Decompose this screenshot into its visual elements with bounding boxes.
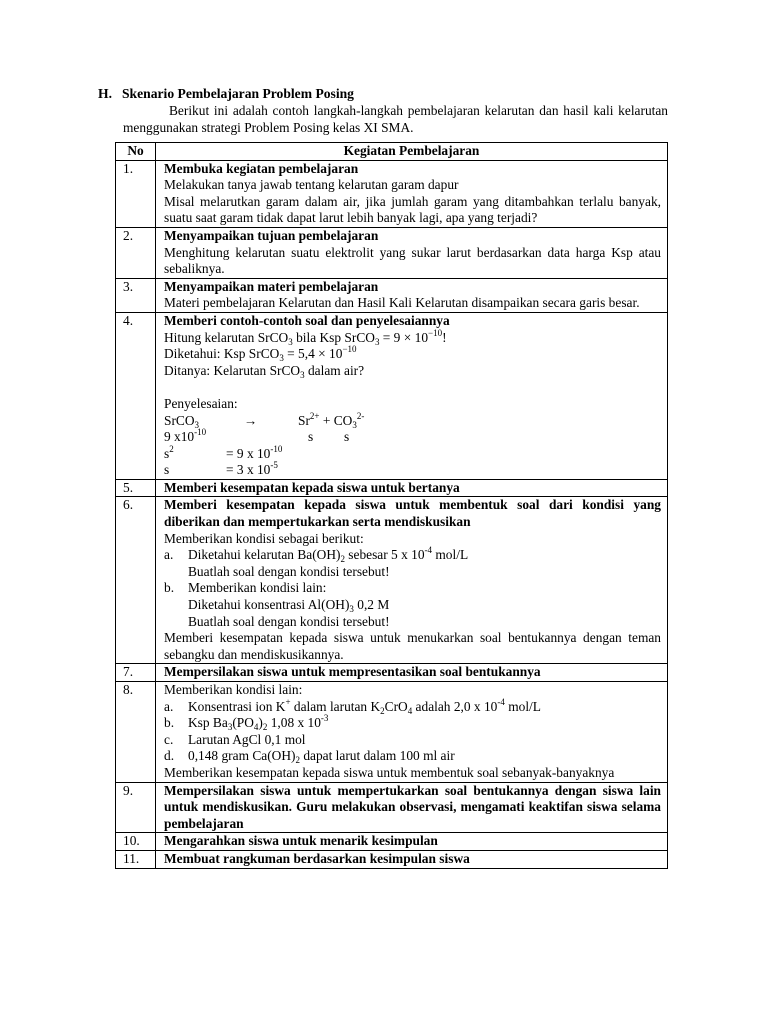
list-item-detail: Buatlah soal dengan kondisi tersebut! bbox=[188, 613, 390, 629]
row-number: 6. bbox=[116, 497, 156, 664]
table-row bbox=[116, 664, 668, 682]
row-title: Memberi contoh-contoh soal dan penyelesaiannya bbox=[164, 312, 450, 328]
row-content bbox=[156, 160, 668, 227]
row-title: Mengarahkan siswa untuk menarik kesimpulan bbox=[164, 833, 438, 849]
step-line: s = 3 x $10^{-5}$ bbox=[164, 460, 278, 478]
table-row bbox=[116, 160, 668, 227]
row-number: 8. bbox=[116, 682, 156, 783]
row-line: Memberikan kondisi lain: bbox=[164, 682, 303, 697]
learning-scenario-table bbox=[115, 142, 668, 869]
row-number: 2. bbox=[116, 227, 156, 278]
row-line: Misal melarutkan garam dalam air, jika jumlah garam yang ditambahkan terlalu banyak, suatu saat garam tidak dapat larut lebih banyak lagi, apa yang terjadi? bbox=[164, 193, 661, 226]
table-row bbox=[116, 497, 668, 664]
row-line: Menghitung kelarutan suatu elektrolit yang sukar larut berdasarkan data harga Ksp atau sebaliknya. bbox=[164, 244, 661, 277]
row-number: 4. bbox=[116, 312, 156, 479]
row-content bbox=[156, 479, 668, 497]
asked-line: Ditanya: Kelarutan SrCO$_3$ dalam air? bbox=[164, 362, 365, 380]
list-item-detail: Buatlah soal dengan kondisi tersebut! bbox=[188, 563, 390, 579]
list-item: b. Memberikan kondisi lain: bbox=[164, 580, 327, 596]
row-title: Memberi kesempatan kepada siswa untuk bertanya bbox=[164, 479, 460, 495]
table-row bbox=[116, 833, 668, 851]
step-line: $s^2 = 9$ x $10^{-10}$ bbox=[164, 443, 283, 461]
row-content bbox=[156, 664, 668, 682]
row-content bbox=[156, 833, 668, 851]
list-item: d. 0,148 gram $Ca(OH)_2$ dapat larut dalam 100 ml air bbox=[164, 748, 455, 766]
table-row bbox=[116, 312, 668, 479]
ksp-line: 9 $x10^{-10}$ s s bbox=[164, 427, 350, 445]
row-title: Menyampaikan tujuan pembelajaran bbox=[164, 227, 379, 243]
header-kegiatan: Kegiatan Pembelajaran bbox=[156, 143, 668, 161]
section-title: Skenario Pembelajaran Problem Posing bbox=[122, 86, 354, 101]
row-content bbox=[156, 227, 668, 278]
list-item-detail: Diketahui konsentrasi $Al(OH)_3$ 0,2 M bbox=[188, 597, 390, 615]
row-number: 9. bbox=[116, 782, 156, 833]
row-title: Menyampaikan materi pembelajaran bbox=[164, 278, 379, 294]
table-row bbox=[116, 682, 668, 783]
row-number: 10. bbox=[116, 833, 156, 851]
row-title: Membuka kegiatan pembelajaran bbox=[164, 160, 359, 176]
row-title: Membuat rangkuman berdasarkan kesimpulan siswa bbox=[164, 850, 470, 866]
table-header-row bbox=[116, 143, 668, 161]
row-number: 3. bbox=[116, 278, 156, 312]
row-content bbox=[156, 850, 668, 868]
arrow-icon: → bbox=[244, 412, 258, 428]
row-title: Memberi kesempatan kepada siswa untuk membentuk soal dari kondisi yang diberikan dan mempertukarkan serta mendiskusikan bbox=[164, 497, 661, 530]
known-line: Diketahui: Ksp SrCO$_3$ = $5,4 \times 10^{-10}$ bbox=[164, 344, 357, 364]
row-number: 11. bbox=[116, 850, 156, 868]
row-content bbox=[156, 278, 668, 312]
intro-paragraph: Berikut ini adalah contoh langkah-langkah pembelajaran kelarutan dan hasil kali kelarutan menggunakan strategi Problem Posing kelas XI SMA. bbox=[123, 103, 668, 135]
table-row bbox=[116, 278, 668, 312]
row-content bbox=[156, 497, 668, 664]
table-row bbox=[116, 227, 668, 278]
table-row bbox=[116, 850, 668, 868]
row-content bbox=[156, 782, 668, 833]
section-number: H. bbox=[98, 86, 112, 101]
row-line: Memberi kesempatan kepada siswa untuk menukarkan soal bentukannya dengan teman sebangku dan mendiskusikannya. bbox=[164, 630, 661, 662]
row-line: Materi pembelajaran Kelarutan dan Hasil Kali Kelarutan disampaikan secara garis besar. bbox=[164, 295, 640, 311]
table-row bbox=[116, 479, 668, 497]
list-item: b. Ksp $Ba_3(PO_4)_2$ 1,08 x $10^{-3}$ bbox=[164, 713, 329, 733]
row-line: Melakukan tanya jawab tentang kelarutan garam dapur bbox=[164, 177, 459, 193]
row-number: 5. bbox=[116, 479, 156, 497]
list-item: a. Konsentrasi ion K+ dalam larutan $K_2CrO_4$ adalah 2,0 x $10^{-4}$ mol/L bbox=[164, 696, 541, 716]
list-item: a. Diketahui kelarutan $Ba(OH)_2$ sebesar 5 x $10^{-4}$ mol/L bbox=[164, 545, 469, 565]
row-title: Mempersilakan siswa untuk mempertukarkan soal bentukannya dengan siswa lain untuk mendiskusikan. Guru melakukan observasi, mengamati keaktifan siswa selama pembelajaran bbox=[164, 782, 661, 831]
reaction-equation: SrCO$_3$ → $Sr^{2+} + CO_3^{2-}$ bbox=[164, 410, 365, 430]
row-line: Memberikan kesempatan kepada siswa untuk membentuk soal sebanyak-banyaknya bbox=[164, 764, 615, 780]
section-heading bbox=[98, 86, 354, 103]
row-title: Mempersilakan siswa untuk mempresentasikan soal bentukannya bbox=[164, 664, 541, 680]
row-number: 7. bbox=[116, 664, 156, 682]
row-content bbox=[156, 312, 668, 479]
header-no: No bbox=[116, 143, 156, 161]
list-item: c. Larutan AgCl 0,1 mol bbox=[164, 731, 306, 747]
table-row bbox=[116, 782, 668, 833]
row-number: 1. bbox=[116, 160, 156, 227]
solution-label: Penyelesaian: bbox=[164, 395, 238, 411]
question-line: Hitung kelarutan SrCO$_3$ bila Ksp SrCO$_3$ = $9 \times 10^{-10}$! bbox=[164, 327, 447, 347]
row-line: Memberikan kondisi sebagai berikut: bbox=[164, 530, 364, 546]
row-content bbox=[156, 682, 668, 783]
